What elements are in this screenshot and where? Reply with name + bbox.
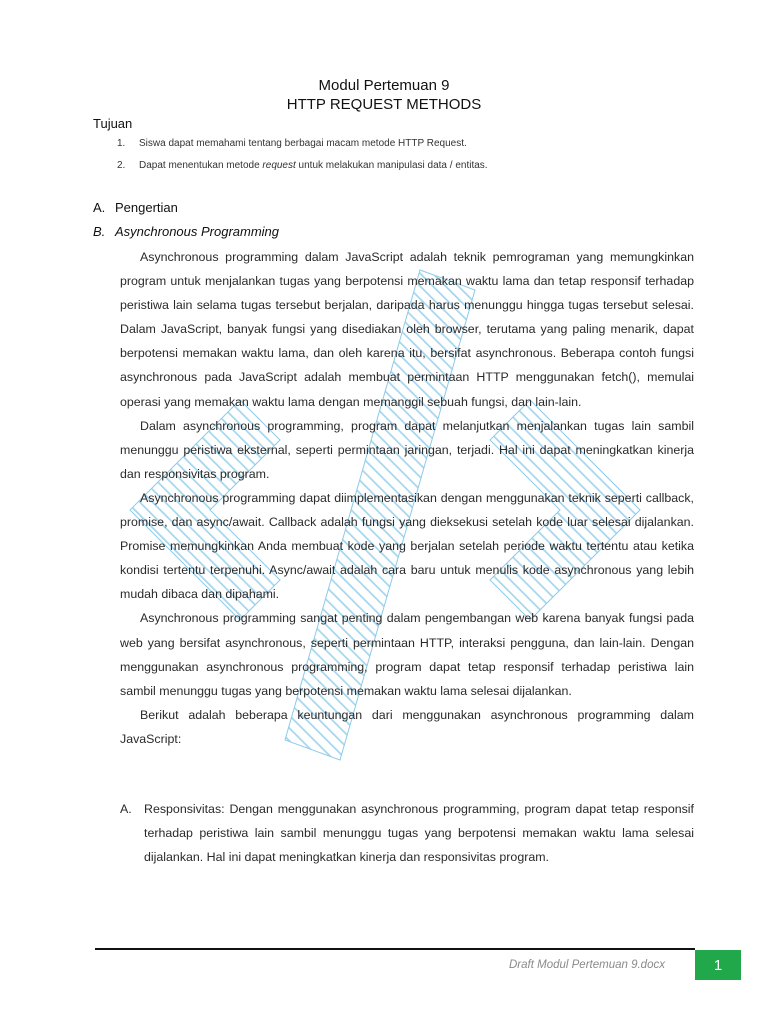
- goals-list: [117, 138, 488, 182]
- paragraph: Asynchronous programming sangat penting dalam pengembangan web karena banyak fungsi pada web yang bersifat asynchronous, seperti permintaan HTTP, interaksi pengguna, dan lain-lain. Dengan menggunakan asynchronous programming, program dapat tetap responsif terhadap peristiwa lain sambil menunggu tugas yang berpotensi memakan waktu lama selesai dijalankan.: [120, 611, 694, 698]
- list-item-letter: A.: [120, 802, 132, 816]
- paragraph: Asynchronous programming dalam JavaScript adalah teknik pemrograman yang memungkinkan program untuk menjalankan tugas yang berpotensi memakan waktu lama dan tetap responsif terhadap peristiwa lain selama tugas tersebut berjalan, daripada harus menunggu hingga tugas tersebut selesai. Dalam JavaScript, banyak fungsi yang disediakan oleh browser, terutama yang paling menarik, dapat berpotensi memakan waktu lama, dan oleh karena itu, bersifat asynchronous. Beberapa contoh fungsi asynchronous pada JavaScript adalah membuat permintaan HTTP menggunakan fetch(), memulai operasi yang memakan waktu lama dengan memanggil sebuah fungsi, dan lain-lain.: [120, 250, 694, 409]
- section-b-body: [120, 245, 694, 751]
- emphasis-text: request: [262, 160, 296, 171]
- paragraph: Dalam asynchronous programming, program dapat melanjutkan menjalankan tugas lain sambil menunggu peristiwa eksternal, seperti permintaan jaringan, terjadi. Hal ini dapat meningkatkan kinerja dan responsivitas program.: [120, 418, 694, 481]
- tujuan-heading: Tujuan: [93, 116, 133, 131]
- list-item-number: 2.: [117, 160, 126, 171]
- footer-divider: [95, 948, 695, 950]
- footer-document-name: Draft Modul Pertemuan 9.docx: [509, 959, 665, 971]
- section-b-heading: B. Asynchronous Programming: [93, 224, 280, 239]
- advantages-list: [120, 797, 694, 869]
- document-subtitle: HTTP REQUEST METHODS: [286, 96, 482, 113]
- list-item-text: Responsivitas: Dengan menggunakan asynchronous programming, program dapat tetap responsif terhadap peristiwa lain sambil menunggu tugas yang berpotensi memakan waktu lama selesai dijalankan. Hal ini dapat meningkatkan kinerja dan responsivitas program.: [144, 802, 694, 865]
- list-item-number: 1.: [117, 138, 126, 149]
- list-item-text: Dapat menentukan metode request untuk melakukan manipulasi data / entitas.: [139, 160, 488, 171]
- list-item: [117, 160, 488, 182]
- document-title: Modul Pertemuan 9: [318, 77, 450, 94]
- list-item: [120, 797, 694, 869]
- section-a-heading: A. Pengertian: [93, 200, 178, 215]
- list-item-text: Siswa dapat memahami tentang berbagai macam metode HTTP Request.: [139, 138, 467, 149]
- paragraph: Asynchronous programming dapat diimplementasikan dengan menggunakan teknik seperti callback, promise, dan async/await. Callback adalah fungsi yang dieksekusi setelah kode luar selesai dijalankan. Promise memungkinkan Anda membuat kode yang berjalan setelah periode waktu tertentu atau ketika kondisi tertentu terpenuhi. Async/await adalah cara baru untuk menulis kode asynchronous yang lebih mudah dibaca dan dipahami.: [120, 490, 694, 602]
- list-item: [117, 138, 488, 160]
- page-number-badge: 1: [695, 950, 741, 980]
- paragraph: Berikut adalah beberapa keuntungan dari menggunakan asynchronous programming dalam JavaScript:: [120, 707, 694, 746]
